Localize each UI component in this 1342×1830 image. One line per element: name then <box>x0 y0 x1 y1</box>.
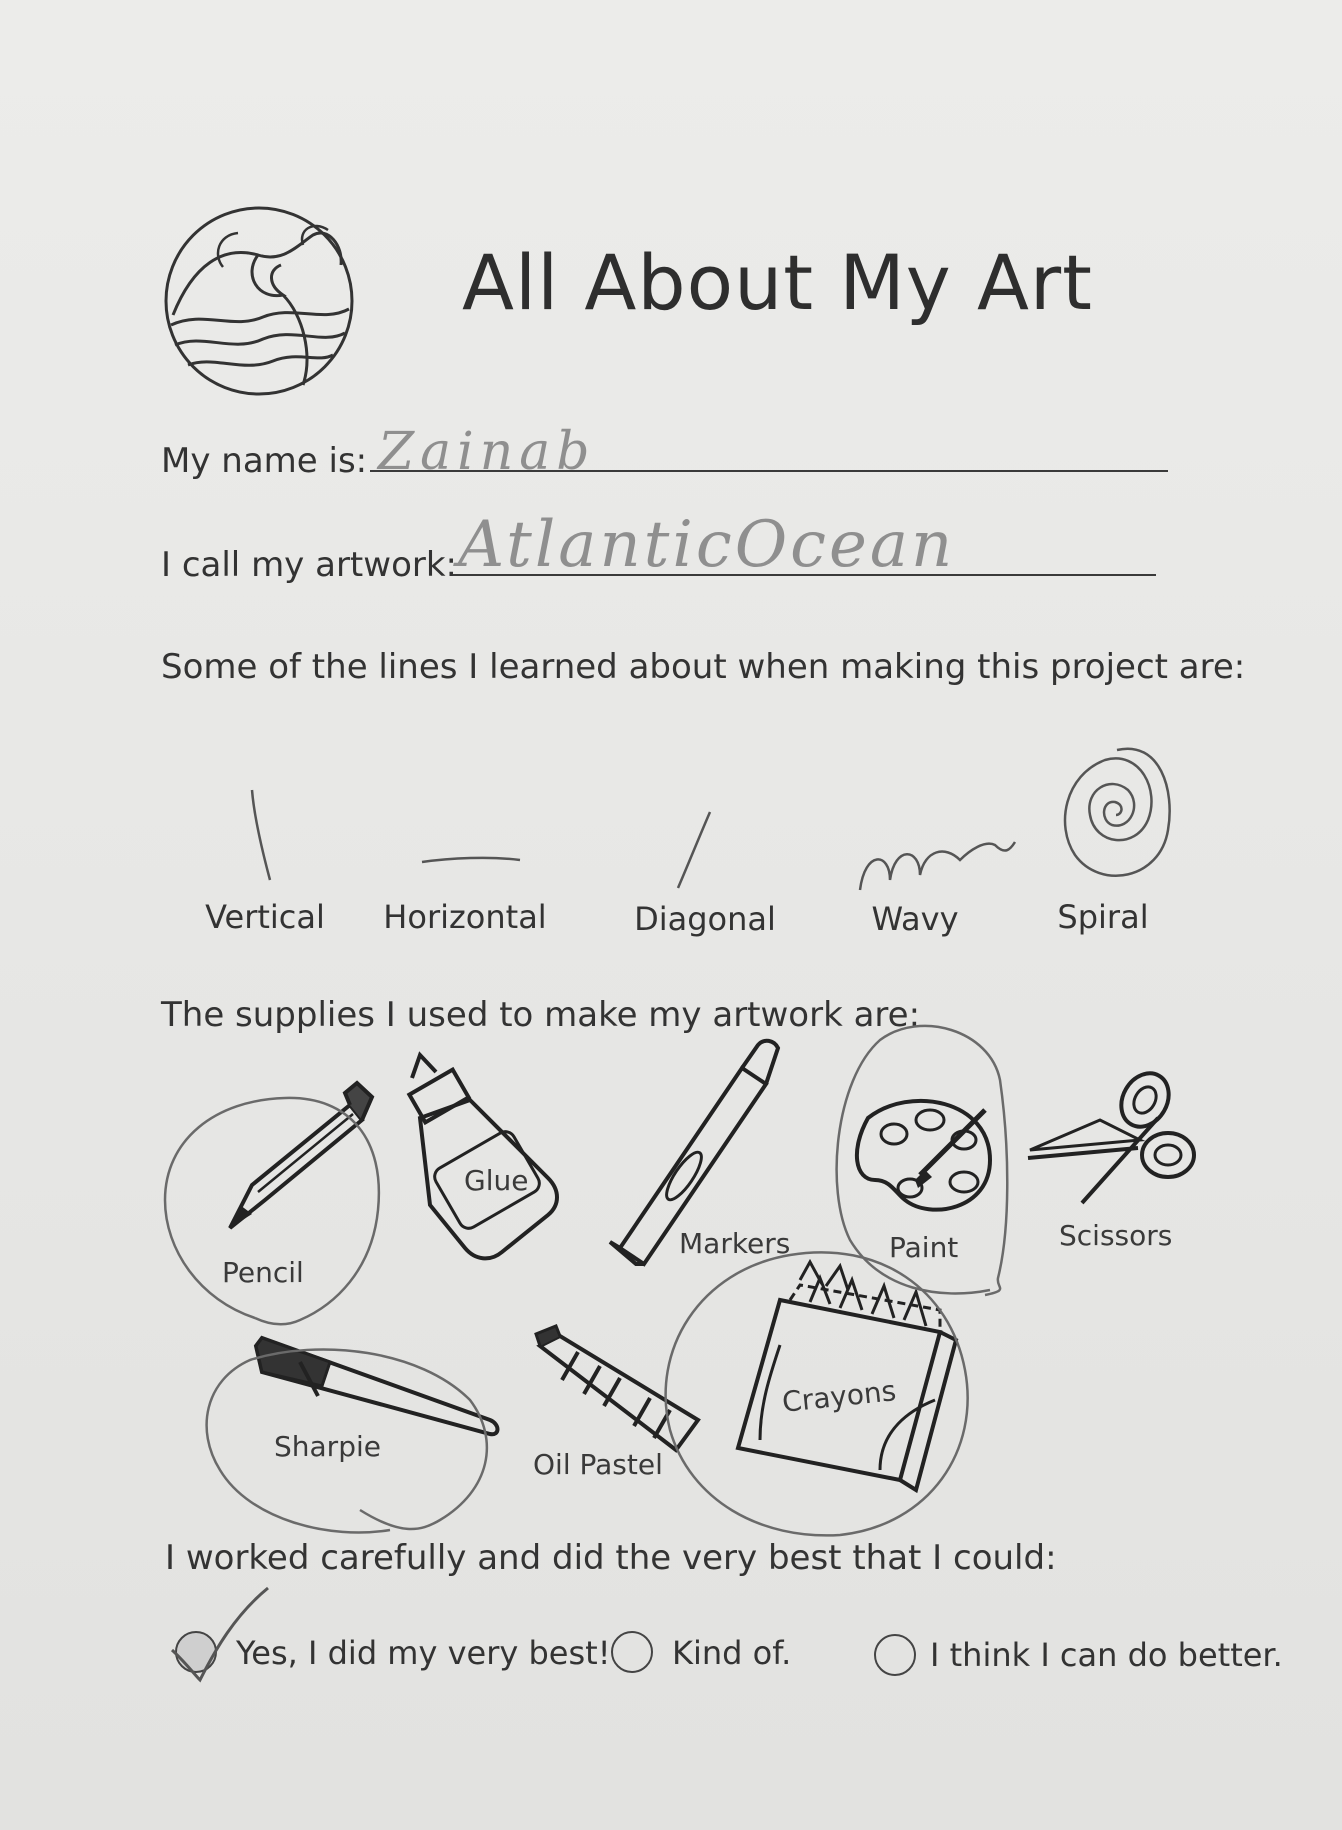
supply-oil-pastel: Oil Pastel <box>533 1448 663 1481</box>
line-type-diagonal: Diagonal <box>634 900 776 938</box>
line-type-spiral: Spiral <box>1057 898 1149 936</box>
page-title: All About My Art <box>462 238 1093 327</box>
supply-sharpie: Sharpie <box>274 1430 381 1463</box>
supply-crayons: Crayons <box>780 1374 898 1419</box>
supply-markers: Markers <box>679 1227 791 1260</box>
supplies-prompt: The supplies I used to make my artwork are: <box>161 995 921 1035</box>
supply-pencil: Pencil <box>222 1256 304 1289</box>
name-label: My name is: <box>161 441 368 481</box>
line-type-horizontal: Horizontal <box>383 898 547 936</box>
effort-option-better-radio[interactable] <box>874 1634 916 1676</box>
name-value: Zainab <box>378 422 596 482</box>
artwork-value: AtlanticOcean <box>458 508 956 582</box>
effort-option-kind-of-label: Kind of. <box>672 1634 792 1672</box>
supply-glue: Glue <box>464 1164 529 1197</box>
artwork-label: I call my artwork: <box>161 545 457 585</box>
line-type-vertical: Vertical <box>205 898 325 936</box>
line-type-wavy: Wavy <box>871 900 959 938</box>
effort-prompt: I worked carefully and did the very best that I could: <box>165 1538 1057 1578</box>
supply-scissors: Scissors <box>1059 1219 1173 1252</box>
supply-paint: Paint <box>889 1231 959 1264</box>
lines-prompt: Some of the lines I learned about when making this project are: <box>161 647 1246 687</box>
effort-option-kind-of-radio[interactable] <box>611 1631 653 1673</box>
effort-option-better-label: I think I can do better. <box>930 1636 1283 1674</box>
effort-option-yes-label: Yes, I did my very best! <box>236 1634 611 1672</box>
